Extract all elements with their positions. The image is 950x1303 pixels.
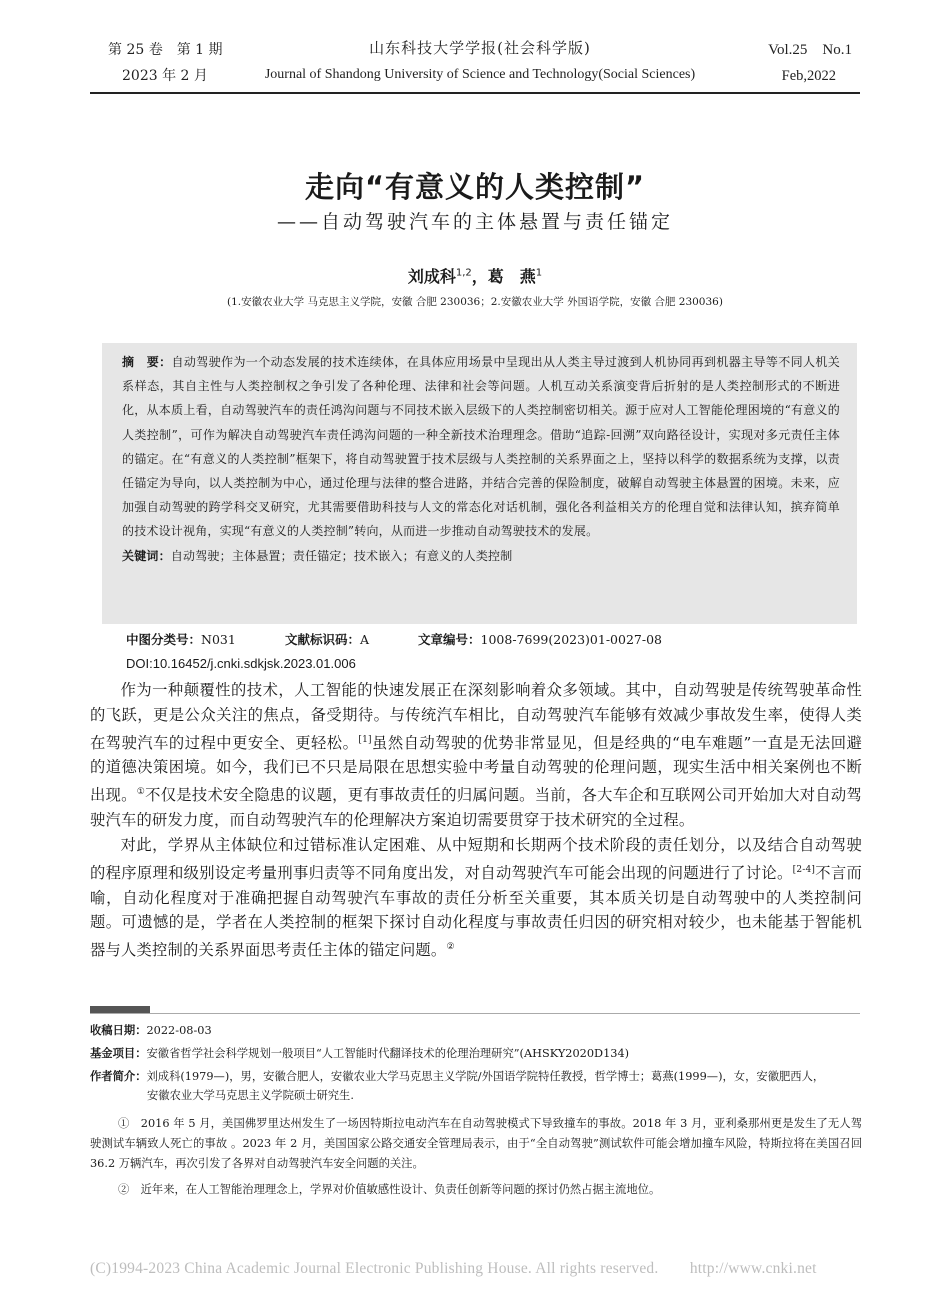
clc-number [126, 630, 236, 650]
author-name: 刘成科 [407, 267, 456, 286]
doc-code-label: 文献标识码： [285, 632, 361, 647]
paragraph-text: 对此，学界从主体缺位和过错标准认定困难、从中短期和长期两个技术阶段的责任划分，以及结合自动驾驶的程序原理和级别设定考量刑事归责等不同角度出发，对自动驾驶汽车可能会出现的问题进行了讨论。 [90, 835, 862, 882]
received-date [90, 1021, 862, 1040]
journal-title-en: Journal of Shandong University of Science and Technology(Social Sciences) [264, 67, 696, 82]
author-affil-sup: 1,2 [455, 267, 472, 279]
author-bio-label: 作者简介： [90, 1070, 147, 1083]
citation-ref: [1] [358, 734, 372, 745]
journal-title-cn: 山东科技大学学报(社会科学版) [369, 39, 591, 57]
paragraph [90, 833, 862, 963]
article-subtitle: ——自动驾驶汽车的主体悬置与责任锚定 [276, 211, 673, 233]
article-number-label: 文章编号： [418, 632, 481, 647]
doc-code [285, 630, 369, 650]
article-number-value: 1008-7699(2023)01-0027-08 [480, 632, 662, 647]
fund-label: 基金项目： [90, 1047, 147, 1060]
article-title: 走向“有意义的人类控制” [304, 170, 646, 204]
header-rule [90, 92, 860, 94]
clc-value: N031 [201, 632, 236, 647]
footnote [90, 1180, 862, 1200]
clc-label: 中图分类号： [126, 632, 202, 647]
received-value: 2022-08-03 [146, 1024, 212, 1037]
footnote-text: ② 近年来，在人工智能治理理念上，学界对价值敏感性设计、负责任创新等问题的探讨仍然占据主流地位。 [118, 1183, 661, 1196]
citation-ref: [2-4] [792, 864, 816, 875]
abstract [122, 350, 840, 568]
keywords: 自动驾驶；主体悬置；责任锚定；技术嵌入；有意义的人类控制 [170, 548, 513, 563]
footnote [90, 1114, 862, 1174]
author-bio-text: 刘成科(1979—)，男，安徽合肥人，安徽农业大学马克思主义学院/外国语学院特任教授，哲学博士；葛燕(1999—)，女，安徽肥西人， [146, 1070, 825, 1083]
author-bio-text: 安徽农业大学马克思主义学院硕士研究生. [147, 1089, 354, 1102]
author-separator: ， [471, 267, 488, 286]
paragraph [90, 678, 862, 833]
author-line [90, 264, 860, 287]
volume-issue: 第 25 卷 第 1 期 [108, 42, 223, 58]
received-label: 收稿日期： [90, 1024, 147, 1037]
fund-value: 安徽省哲学社会科学规划一般项目“人工智能时代翻译技术的伦理治理研究”(AHSKY2020D134) [146, 1047, 630, 1060]
fund-info [90, 1044, 862, 1063]
paragraph-text: 不仅是技术安全隐患的议题，更有事故责任的归属问题。当前，各大车企和互联网公司开始加大对自动驾驶汽车的研发力度，而自动驾驶汽车的伦理解决方案迫切需要贯穿于技术研究的全过程。 [90, 786, 862, 830]
footnote-rule [90, 1013, 860, 1014]
author-affil-sup: 1 [535, 267, 543, 279]
copyright-notice: (C)1994-2023 China Academic Journal Electronic Publishing House. All rights reserved. http://www.cnki.net [90, 1260, 817, 1277]
abstract-label: 摘 要： [122, 355, 172, 369]
affiliation: (1.安徽农业大学 马克思主义学院，安徽 合肥 230036；2.安徽农业大学 外国语学院，安徽 合肥 230036) [227, 296, 723, 308]
body-text [90, 678, 862, 963]
author-name: 葛 燕 [487, 267, 536, 286]
paragraph-text: 不言而喻，自动化程度对于准确把握自动驾驶汽车事故的责任分析至关重要，其本质关切是自动驾驶中的人类控制问题。可遗憾的是，学者在人类控制的框架下探讨自动化程度与事故责任归因的研究相对较少，也未能基于智能机器与人类控制的关系界面思考责任主体的锚定问题。 [90, 863, 862, 960]
footnote-ref: ① [136, 787, 146, 798]
footnote-rule-mark [90, 1006, 150, 1013]
abstract-text: 自动驾驶作为一个动态发展的技术连续体，在具体应用场景中呈现出从人类主导过渡到人机协同再到机器主导等不同人机关系样态，其自主性与人类控制权之争引发了各种伦理、法律和社会等问题。人机互动关系演变背后折射的是人类控制形式的不断进化，从本质上看，自动驾驶汽车的责任鸿沟问题与不同技术嵌入层级下的人类控制密切相关。源于应对人工智能伦理困境的“有意义的人类控制”，可作为解决自动驾驶汽车责任鸿沟问题的一种全新技术治理理念。借助“追踪-回溯”双向路径设计，实现对多元责任主体的锚定。在“有意义的人类控制”框架下，将自动驾驶置于技术层级与人类控制的关系界面之上，坚持以科学的数据系统为支撑，以责任锚定为导向，以人类控制为中心，通过伦理与法律的整合进路，并结合完善的保险制度，破解自动驾驶主体悬置的困境。未来，应加强自动驾驶的跨学科交叉研究，尤其需要借助科技与人文的常态化对话机制，强化各利益相关方的伦理自觉和法律认知，摈弃简单的技术设计视角，实现“有意义的人类控制”转向，从而进一步推动自动驾驶技术的发展。 [122, 355, 840, 539]
doc-code-value: A [360, 632, 370, 647]
footnote-ref: ② [446, 942, 455, 953]
footnote-text: ① 2016 年 5 月，美国佛罗里达州发生了一场因特斯拉电动汽车在自动驾驶模式下导致撞车的事故。2018 年 3 月，亚利桑那州更是发生了无人驾驶测试车辆致人死亡的事故 。2023 年 2 月，美国国家公路交通安全管理局表示，由于“全自动驾驶”测试软件可能会增加撞车风险，特斯拉将在美国召回 36.2 万辆汽车，再次引发了各界对自动驾驶汽车安全问题的关注。 [90, 1117, 862, 1170]
paragraph-text: 虽然自动驾驶的优势非常显见，但是经典的“电车难题”一直是无法回避的道德决策困境。如今，我们已不只是局限在思想实验中考量自动驾驶的伦理问题，现实生活中相关案例也不断出现。 [90, 733, 862, 805]
issue-date: 2023 年 2 月 [122, 68, 208, 84]
date-en: Feb,2022 [781, 68, 836, 84]
keywords-label: 关键词： [122, 548, 171, 563]
paragraph-text: 作为一种颠覆性的技术，人工智能的快速发展正在深刻影响着众多领域。其中，自动驾驶是传统驾驶革命性的飞跃，更是公众关注的焦点，备受期待。与传统汽车相比，自动驾驶汽车能够有效减少事故发生率，使得人类在驾驶汽车的过程中更安全、更轻松。 [90, 681, 862, 752]
doi: DOI:10.16452/j.cnki.sdkjsk.2023.01.006 [126, 656, 356, 671]
article-number [418, 630, 662, 650]
vol-no-en: Vol.25 No.1 [768, 42, 852, 58]
author-bio [90, 1067, 862, 1105]
